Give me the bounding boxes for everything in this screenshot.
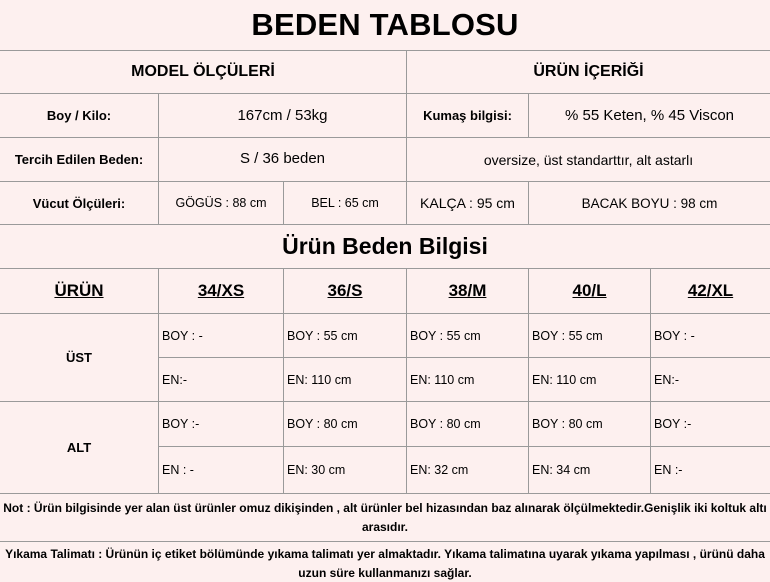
table-cell: EN: 30 cm: [287, 463, 346, 477]
bottom-garment-label: ALT: [0, 402, 158, 493]
table-cell: BOY : 55 cm: [410, 328, 481, 343]
product-column-header: ÜRÜN: [54, 281, 104, 300]
divider: [0, 493, 770, 494]
size-header-l: 40/L: [572, 281, 607, 300]
body-measurements-label: Vücut Ölçüleri:: [32, 195, 126, 211]
chest-measurement: GÖGÜS : 88 cm: [175, 196, 267, 210]
table-cell: BOY : 80 cm: [532, 417, 603, 431]
table-cell: BOY : 80 cm: [287, 417, 358, 431]
table-cell: EN: 110 cm: [532, 372, 597, 387]
model-measurements-header: MODEL ÖLÇÜLERİ: [131, 63, 275, 80]
size-header-xs: 34/XS: [197, 281, 245, 300]
preferred-size-value: S / 36 beden: [239, 149, 326, 167]
table-cell: EN:-: [654, 372, 679, 387]
table-cell: BOY : 55 cm: [532, 328, 603, 343]
table-cell: EN: 34 cm: [532, 463, 591, 477]
table-cell: BOY :-: [162, 417, 200, 431]
table-cell: BOY : -: [654, 328, 695, 343]
table-cell: EN:-: [162, 372, 187, 387]
table-cell: EN : -: [162, 463, 194, 477]
table-cell: EN: 32 cm: [410, 463, 469, 477]
table-cell: BOY : 80 cm: [410, 417, 481, 431]
hip-measurement: KALÇA : 95 cm: [420, 195, 515, 211]
size-info-title: Ürün Beden Bilgisi: [282, 233, 488, 259]
measurement-note: Not : Ürün bilgisinde yer alan üst ürünler omuz dikişinden , alt ürünler bel hizasından baz alınarak ölçülmektedir.Genişlik iki koltuk altı arasıdır.: [3, 501, 767, 534]
table-cell: EN: 110 cm: [410, 372, 475, 387]
leg-length-measurement: BACAK BOYU : 98 cm: [581, 195, 718, 211]
preferred-size-label: Tercih Edilen Beden:: [14, 152, 144, 167]
table-cell: BOY : -: [162, 328, 203, 343]
fabric-label: Kumaş bilgisi:: [423, 108, 512, 123]
waist-measurement: BEL : 65 cm: [311, 196, 379, 210]
height-weight-label: Boy / Kilo:: [46, 108, 112, 123]
table-cell: EN: 110 cm: [287, 372, 352, 387]
washing-instructions: Yıkama Talimatı : Ürünün iç etiket bölümünde yıkama talimatı yer almaktadır. Yıkama talimatına uyarak yıkama yapılması , ürünü daha uzun süre kullanmanızı sağlar.: [5, 547, 765, 580]
size-header-xl: 42/XL: [687, 281, 734, 300]
size-header-s: 36/S: [327, 281, 363, 300]
table-cell: BOY : 55 cm: [287, 328, 358, 343]
fit-info: oversize, üst standarttır, alt astarlı: [483, 151, 694, 168]
divider: [0, 541, 770, 542]
table-cell: EN :-: [654, 463, 683, 477]
top-garment-label: ÜST: [0, 314, 158, 401]
page-title: BEDEN TABLOSU: [251, 7, 519, 42]
table-cell: BOY :-: [654, 417, 692, 431]
height-weight-value: 167cm / 53kg: [237, 107, 328, 124]
product-content-header: ÜRÜN İÇERİĞİ: [533, 63, 644, 80]
size-header-m: 38/M: [448, 281, 487, 300]
fabric-value: % 55 Keten, % 45 Viscon: [565, 107, 734, 124]
